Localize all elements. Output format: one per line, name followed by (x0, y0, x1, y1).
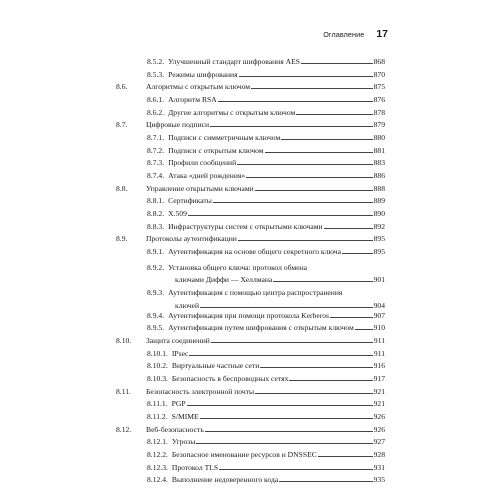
toc-entry-8-12-4 (116, 475, 385, 484)
entry-number: 8.8. (116, 183, 128, 193)
dot-leader (330, 317, 373, 318)
running-header (323, 28, 388, 40)
entry-title: Виртуальные частные сети (171, 361, 260, 371)
entry-page: 889 (373, 196, 385, 206)
dot-leader (279, 481, 372, 482)
entry-page: 901 (373, 275, 385, 285)
entry-number: 8.9.3. (147, 288, 165, 298)
entry-page: 910 (373, 323, 385, 333)
entry-title: IPsec (171, 348, 189, 358)
toc-entry-8-9-5 (116, 323, 385, 332)
toc-entry-8-8-1 (116, 196, 385, 205)
entry-number: 8.8.3. (147, 221, 165, 231)
entry-title: Атака «дней рождения» (168, 171, 246, 181)
entry-title: X.509 (168, 209, 187, 219)
entry-page: 895 (373, 247, 385, 257)
entry-page: 883 (373, 158, 385, 168)
entry-page: 921 (373, 399, 385, 409)
entry-page: 911 (373, 348, 385, 358)
dot-leader (213, 202, 373, 203)
entry-page: 907 (373, 310, 385, 320)
toc-entry-8-7-1 (116, 133, 385, 142)
entry-number: 8.7.2. (147, 145, 165, 155)
entry-number: 8.7.1. (147, 133, 165, 143)
entry-title: Цифровые подписи (146, 120, 210, 130)
dot-leader (281, 139, 372, 140)
dot-leader (342, 253, 373, 254)
entry-page: 875 (373, 82, 385, 92)
toc-entry-8-12-3 (116, 463, 385, 472)
entry-number: 8.11.1. (147, 399, 168, 409)
entry-title: S/MIME (171, 411, 199, 421)
entry-title: Управление открытыми ключами (146, 183, 254, 193)
dot-leader (239, 76, 373, 77)
toc-entry-8-10-3 (116, 374, 385, 383)
dot-leader (200, 307, 372, 308)
dot-leader (196, 443, 372, 444)
entry-title: Протокол TLS (171, 462, 219, 472)
dot-leader (246, 177, 372, 178)
entry-title-line2: ключами Диффи — Хеллмана (175, 275, 273, 285)
toc-entry-8-5-3 (116, 70, 385, 79)
entry-number: 8.9.1. (147, 247, 165, 257)
entry-page: 890 (373, 209, 385, 219)
entry-page: 870 (373, 69, 385, 79)
entry-number: 8.9.2. (147, 262, 165, 272)
dot-leader (210, 126, 373, 127)
entry-page: 868 (373, 57, 385, 66)
entry-title: Аутентификация при помощи протокола Kerberos (168, 310, 329, 320)
toc-entry-8-9-4 (116, 311, 385, 320)
entry-number: 8.10.3. (147, 373, 168, 383)
entry-number: 8.12. (116, 424, 132, 434)
entry-title: Веб-безопасность (146, 424, 204, 434)
toc-entry-8-10 (116, 336, 385, 345)
dot-leader (218, 101, 373, 102)
dot-leader (188, 215, 373, 216)
toc-entry-8-11-2 (116, 412, 385, 421)
toc-entry-8-6 (116, 82, 385, 91)
toc-entry-8-10-2 (116, 361, 385, 370)
entry-page: 931 (373, 462, 385, 472)
entry-title: Сертификаты (168, 196, 212, 206)
entry-title: Выполнение недоверенного кода (171, 475, 279, 485)
entry-page: 888 (373, 183, 385, 193)
entry-title: Защита соединений (146, 335, 210, 345)
entry-page: 881 (373, 145, 385, 155)
entry-number: 8.11. (116, 386, 131, 396)
dot-leader (211, 342, 373, 343)
entry-title: Безопасность электронной почты (146, 386, 255, 396)
dot-leader (255, 393, 372, 394)
toc-entry-8-6-2 (116, 108, 385, 117)
toc-entry-8-9-1 (116, 247, 385, 256)
toc-entry-8-8-2 (116, 209, 385, 218)
toc-entry-8-11 (116, 387, 385, 396)
entry-title: Инфраструктуры систем с открытыми ключами (168, 221, 323, 231)
entry-page: 917 (373, 373, 385, 383)
toc-entry-8-8 (116, 184, 385, 193)
toc-entry-8-6-1 (116, 95, 385, 104)
toc-entry-8-12-2 (116, 450, 385, 459)
entry-title: Алгоритмы с открытым ключом (146, 82, 251, 92)
entry-number: 8.7.4. (147, 171, 165, 181)
toc-entry-8-12-1 (116, 437, 385, 446)
entry-number: 8.6.2. (147, 107, 165, 117)
toc-entry-8-9-2 (116, 260, 385, 284)
page-number: 17 (376, 28, 388, 40)
dot-leader (200, 418, 373, 419)
entry-page: 878 (373, 107, 385, 117)
entry-title: Аутентификация путем шифрования с открытым ключом (168, 323, 354, 333)
entry-title: Аутентификация на основе общего секретного ключа (168, 247, 341, 257)
entry-number: 8.12.4. (147, 475, 168, 485)
entry-page: 916 (373, 361, 385, 371)
entry-number: 8.9.5. (147, 323, 165, 333)
toc-entry-8-7-2 (116, 146, 385, 155)
entry-number: 8.10. (116, 335, 132, 345)
dot-leader (301, 63, 373, 64)
dot-leader (237, 164, 372, 165)
entry-page: 886 (373, 171, 385, 181)
entry-page: 911 (373, 335, 385, 345)
entry-title-line1: Установка общего ключа: протокол обмена (168, 262, 308, 272)
dot-leader (296, 114, 372, 115)
dot-leader (187, 405, 373, 406)
entry-number: 8.10.2. (147, 361, 168, 371)
entry-title: Подписи с симметричным ключом (168, 133, 281, 143)
toc-entry-8-10-1 (116, 349, 385, 358)
toc-entry-8-5-2 (116, 57, 385, 66)
section-title: Оглавление (323, 30, 365, 39)
entry-number: 8.5.2. (147, 57, 165, 66)
entry-title-line1: Аутентификация с помощью центра распространения (168, 288, 343, 298)
dot-leader (324, 228, 373, 229)
dot-leader (260, 367, 372, 368)
toc-entry-8-7-4 (116, 171, 385, 180)
toc-entry-8-7-3 (116, 158, 385, 167)
entry-number: 8.9. (116, 234, 128, 244)
entry-page: 935 (373, 475, 385, 485)
entry-number: 8.12.3. (147, 462, 168, 472)
entry-page: 921 (373, 386, 385, 396)
entry-page: 926 (373, 411, 385, 421)
toc-entry-8-11-1 (116, 399, 385, 408)
entry-title: Угрозы (171, 437, 196, 447)
entry-title-line2: ключей (175, 300, 200, 310)
entry-title: Алгоритм RSA (168, 95, 217, 105)
entry-page: 928 (373, 449, 385, 459)
dot-leader (205, 431, 373, 432)
entry-title: Улучшенный стандарт шифрования AES (168, 57, 300, 66)
toc-entry-8-9-3 (116, 285, 385, 309)
dot-leader (251, 88, 372, 89)
dot-leader (273, 281, 372, 282)
entry-number: 8.6.1. (147, 95, 165, 105)
dot-leader (289, 380, 372, 381)
entry-title: Безопасное именование ресурсов и DNSSEC (171, 449, 317, 459)
dot-leader (189, 355, 373, 356)
entry-number: 8.7. (116, 120, 128, 130)
entry-number: 8.8.1. (147, 196, 165, 206)
entry-page: 879 (373, 120, 385, 130)
entry-title: Режимы шифрования (168, 69, 238, 79)
entry-number: 8.7.3. (147, 158, 165, 168)
entry-page: 876 (373, 95, 385, 105)
toc-entry-8-7 (116, 120, 385, 129)
dot-leader (265, 152, 373, 153)
dot-leader (355, 329, 373, 330)
entry-number: 8.8.2. (147, 209, 165, 219)
entry-number: 8.9.4. (147, 310, 165, 320)
toc-entry-8-9 (116, 234, 385, 243)
entry-title: Безопасность в беспроводных сетях (171, 373, 289, 383)
entry-number: 8.11.2. (147, 411, 168, 421)
entry-page: 880 (373, 133, 385, 143)
entry-page: 927 (373, 437, 385, 447)
entry-title: Профили сообщений (168, 158, 237, 168)
entry-number: 8.5.3. (147, 69, 165, 79)
entry-number: 8.6. (116, 82, 128, 92)
dot-leader (318, 456, 373, 457)
dot-leader (238, 240, 373, 241)
entry-page: 895 (373, 234, 385, 244)
entry-title: PGP (171, 399, 186, 409)
entry-number: 8.12.2. (147, 449, 168, 459)
dot-leader (255, 190, 373, 191)
entry-title: Протоколы аутентификации (146, 234, 237, 244)
entry-number: 8.12.1. (147, 437, 168, 447)
entry-page: 892 (373, 221, 385, 231)
toc-entry-8-12 (116, 425, 385, 434)
entry-number: 8.10.1. (147, 348, 168, 358)
entry-page: 904 (373, 300, 385, 310)
entry-title: Другие алгоритмы с открытым ключом (168, 107, 296, 117)
entry-page: 926 (373, 424, 385, 434)
entry-title: Подписи с открытым ключом (168, 145, 264, 155)
dot-leader (219, 469, 373, 470)
toc-entry-8-8-3 (116, 222, 385, 231)
